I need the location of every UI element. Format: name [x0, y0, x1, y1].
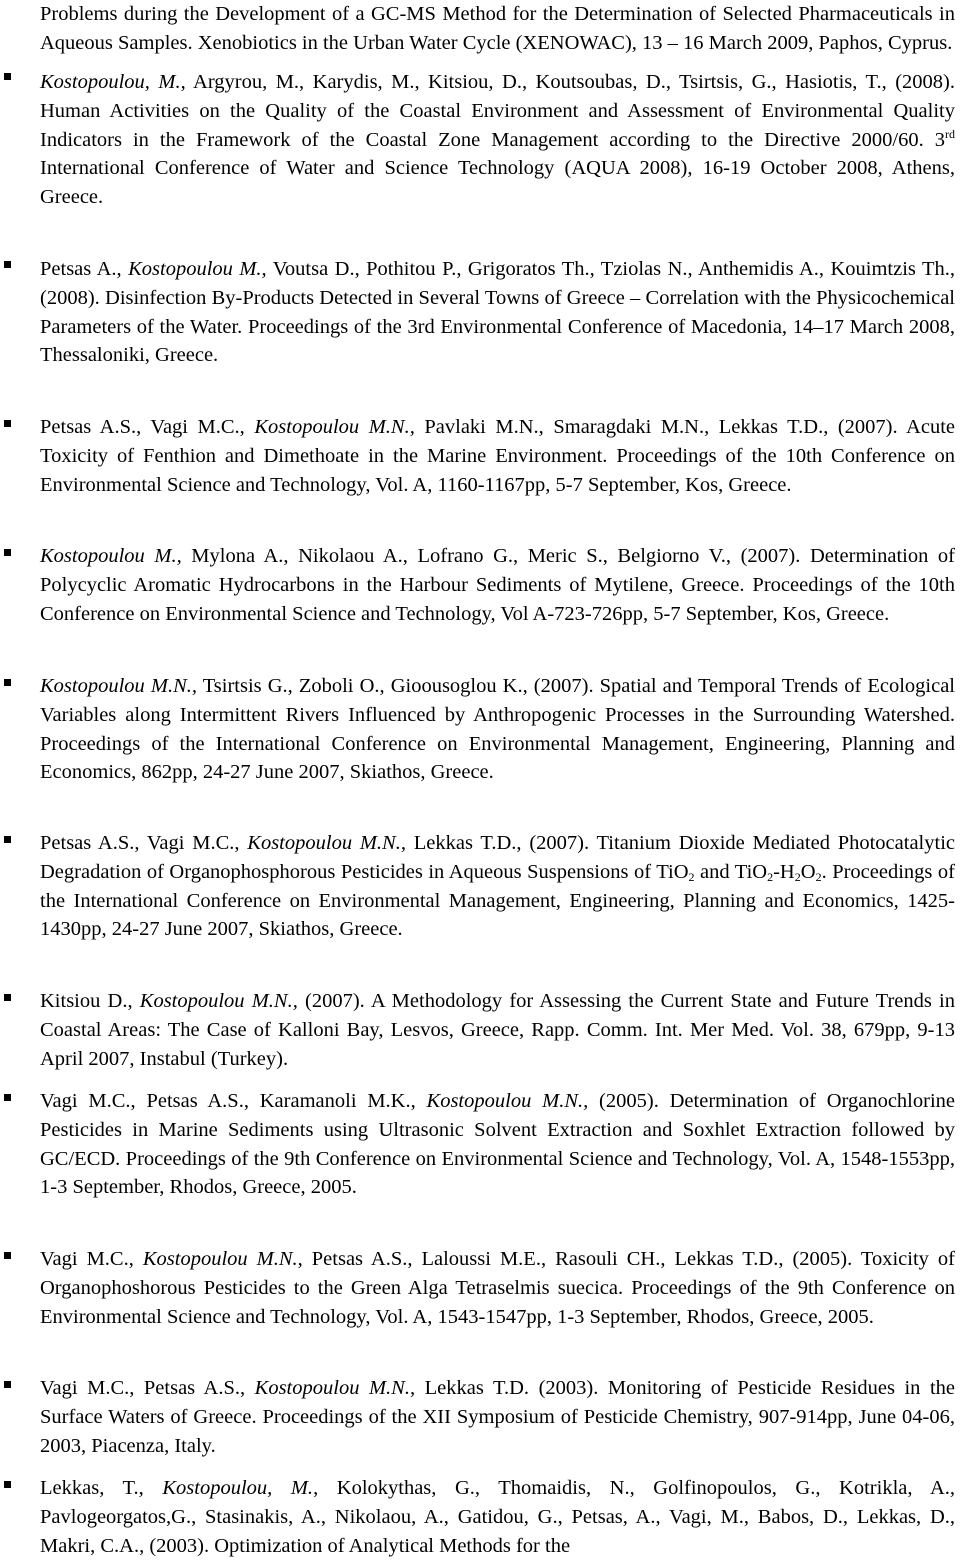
reference-text: Mylona A., Nikolaou A., Lofrano G., Meric S., Belgiorno V., (2007). Determination of Polycyclic Aromatic Hydrocarbons in the Harbour Sediments of Mytilene, Greece. Proceedings of the 10th Conference on Environmental Science and Technology, Vol A-723-726pp, 5-7 September, Kos, Greece.	[40, 545, 956, 625]
reference-text: (2005). Determination of Organochlorine Pesticides in Marine Sediments using Ultrasonic Solvent Extraction and Soxhlet Extraction followed by GC/ECD. Proceedings of the 9th Conference on Environmental Science and Technology, Vol. A, 1548-1553pp, 1-3 September, Rhodos, Greece, 2005.	[40, 1090, 955, 1199]
author-name-italic: Kostopoulou M.N.,	[247, 832, 406, 854]
reference-entry	[40, 0, 955, 58]
bullet-square-icon	[4, 679, 11, 686]
reference-text: (2007). A Methodology for Assessing the Current State and Future Trends in Coastal Areas: The Case of Kalloni Bay, Lesvos, Greece, Rapp. Comm. Int. Mer Med. Vol. 38, 679pp, 9-13 April 2007, Instabul (Turkey).	[40, 990, 955, 1070]
bullet-square-icon	[4, 73, 11, 80]
reference-text: Lekkas, T.,	[40, 1477, 163, 1499]
script-text: 2	[815, 869, 822, 884]
reference-text: Vagi M.C., Petsas A.S.,	[40, 1377, 255, 1399]
reference-entry	[40, 255, 955, 370]
reference-text: Vagi M.C., Petsas A.S., Karamanoli M.K.,	[40, 1090, 427, 1112]
script-text: 2	[794, 869, 801, 884]
reference-entry	[40, 68, 955, 212]
author-name-italic: Kostopoulou M.N.,	[139, 990, 298, 1012]
author-name-italic: Kostopoulou M.,	[128, 258, 267, 280]
bullet-square-icon	[4, 1381, 11, 1388]
reference-entry	[40, 1374, 955, 1460]
author-name-italic: Kostopoulou M.N.,	[254, 416, 415, 438]
reference-text: Petsas A.S., Vagi M.C.,	[40, 416, 255, 438]
bullet-square-icon	[4, 420, 11, 427]
author-name-italic: Kostopoulou, M.	[162, 1477, 314, 1499]
reference-text: Lekkas T.D. (2003). Monitoring of Pesticide Residues in the Surface Waters of Greece. Proceedings of the XII Symposium of Pesticide Chemistry, 907-914pp, June 04-06, 2003, Piacenza, Italy.	[40, 1377, 955, 1457]
author-name-italic: Kostopoulou M.,	[40, 545, 182, 567]
reference-text: , Argyrou, M., Karydis, M., Kitsiou, D., Koutsoubas, D., Tsirtsis, G., Hasiotis, T., (2008). Human Activities on the Quality of the Coastal Environment and Assessment of Environmental Quality Indicators in the Framework of the Coastal Zone Management according to the Directive 2000/60. 3	[40, 71, 955, 151]
reference-entry	[40, 672, 955, 787]
reference-entry	[40, 987, 955, 1073]
reference-text: -H	[773, 860, 795, 883]
bullet-square-icon	[4, 1481, 11, 1488]
reference-entry	[40, 829, 955, 944]
author-name-italic: Kostopoulou M.N.,	[426, 1090, 589, 1112]
reference-entry	[40, 542, 955, 628]
reference-text: Voutsa D., Pothitou P., Grigoratos Th., Tziolas N., Anthemidis A., Kouimtzis Th., (2008). Disinfection By-Products Detected in Several Towns of Greece – Correlation with the Physicochemical Parameters of the Water. Proceedings of the 3rd Environmental Conference of Macedonia, 14–17 March 2008, Thessaloniki, Greece.	[40, 258, 955, 367]
reference-entry	[40, 1087, 955, 1202]
bullet-square-icon	[4, 1252, 11, 1259]
author-name-italic: Kostopoulou M.N.,	[40, 675, 197, 697]
author-name-italic: Kostopoulou, M.	[40, 71, 181, 93]
author-name-italic: Kostopoulou M.N.	[142, 1248, 298, 1270]
reference-text: and TiO	[694, 860, 768, 883]
bullet-square-icon	[4, 1094, 11, 1101]
reference-text: Petsas A.,	[40, 258, 129, 280]
bullet-square-icon	[4, 994, 11, 1001]
script-text: 2	[688, 869, 695, 884]
script-text: rd	[945, 126, 955, 141]
script-text: 2	[767, 869, 774, 884]
reference-text: Pavlaki M.N., Smaragdaki M.N., Lekkas T.D., (2007). Acute Toxicity of Fenthion and Dimethoate in the Marine Environment. Proceedings of the 10th Conference on Environmental Science and Technology, Vol. A, 1160-1167pp, 5-7 September, Kos, Greece.	[40, 416, 955, 496]
reference-text: Lekkas T.D., (2007). Titanium Dioxide Mediated Photocatalytic Degradation of Organophosphorous Pesticides in Aqueous Suspensions of TiO	[40, 832, 955, 883]
bullet-square-icon	[4, 261, 11, 268]
reference-text: International Conference of Water and Science Technology (AQUA 2008), 16-19 October 2008, Athens, Greece.	[40, 157, 955, 209]
reference-entry	[40, 1474, 955, 1560]
reference-text: , Kolokythas, G., Thomaidis, N., Golfinopoulos, G., Kotrikla, A., Pavlogeorgatos,G., Stasinakis, A., Nikolaou, A., Gatidou, G., Petsas, A., Vagi, M., Babos, D., Lekkas, D., Makri, C.A., (2003). Optimization of Analytical Methods for the	[40, 1477, 955, 1557]
author-name-italic: Kostopoulou M.N.,	[254, 1377, 416, 1399]
reference-text: , Petsas A.S., Laloussi M.E., Rasouli CH., Lekkas T.D., (2005). Toxicity of Organophoshorous Pesticides to the Green Alga Tetraselmis suecica. Proceedings of the 9th Conference on Environmental Science and Technology, Vol. A, 1543-1547pp, 1-3 September, Rhodos, Greece, 2005.	[40, 1248, 955, 1328]
reference-entry	[40, 1245, 955, 1331]
reference-text: Problems during the Development of a GC-MS Method for the Determination of Selected Pharmaceuticals in Aqueous Samples. Xenobiotics in the Urban Water Cycle (XENOWAC), 13 – 16 March 2009, Paphos, Cyprus.	[40, 3, 955, 54]
reference-text: Petsas A.S., Vagi M.C.,	[40, 832, 248, 854]
reference-text: Vagi M.C.,	[40, 1248, 143, 1270]
bullet-square-icon	[4, 836, 11, 843]
reference-text: Kitsiou D.,	[40, 990, 140, 1012]
reference-entry	[40, 413, 955, 499]
reference-text: Tsirtsis G., Zoboli O., Gioousoglou K., (2007). Spatial and Temporal Trends of Ecological Variables along Intermittent Rivers Influenced by Anthropogenic Processes in the Surrounding Watershed. Proceedings of the International Conference on Environmental Management, Engineering, Planning and Economics, 862pp, 24-27 June 2007, Skiathos, Greece.	[40, 675, 955, 784]
bullet-square-icon	[4, 549, 11, 556]
reference-text: O	[800, 860, 816, 883]
reference-text: . Proceedings of the International Conference on Environmental Management, Engineering, Planning and Economics, 1425-1430pp, 24-27 June 2007, Skiathos, Greece.	[40, 860, 956, 941]
